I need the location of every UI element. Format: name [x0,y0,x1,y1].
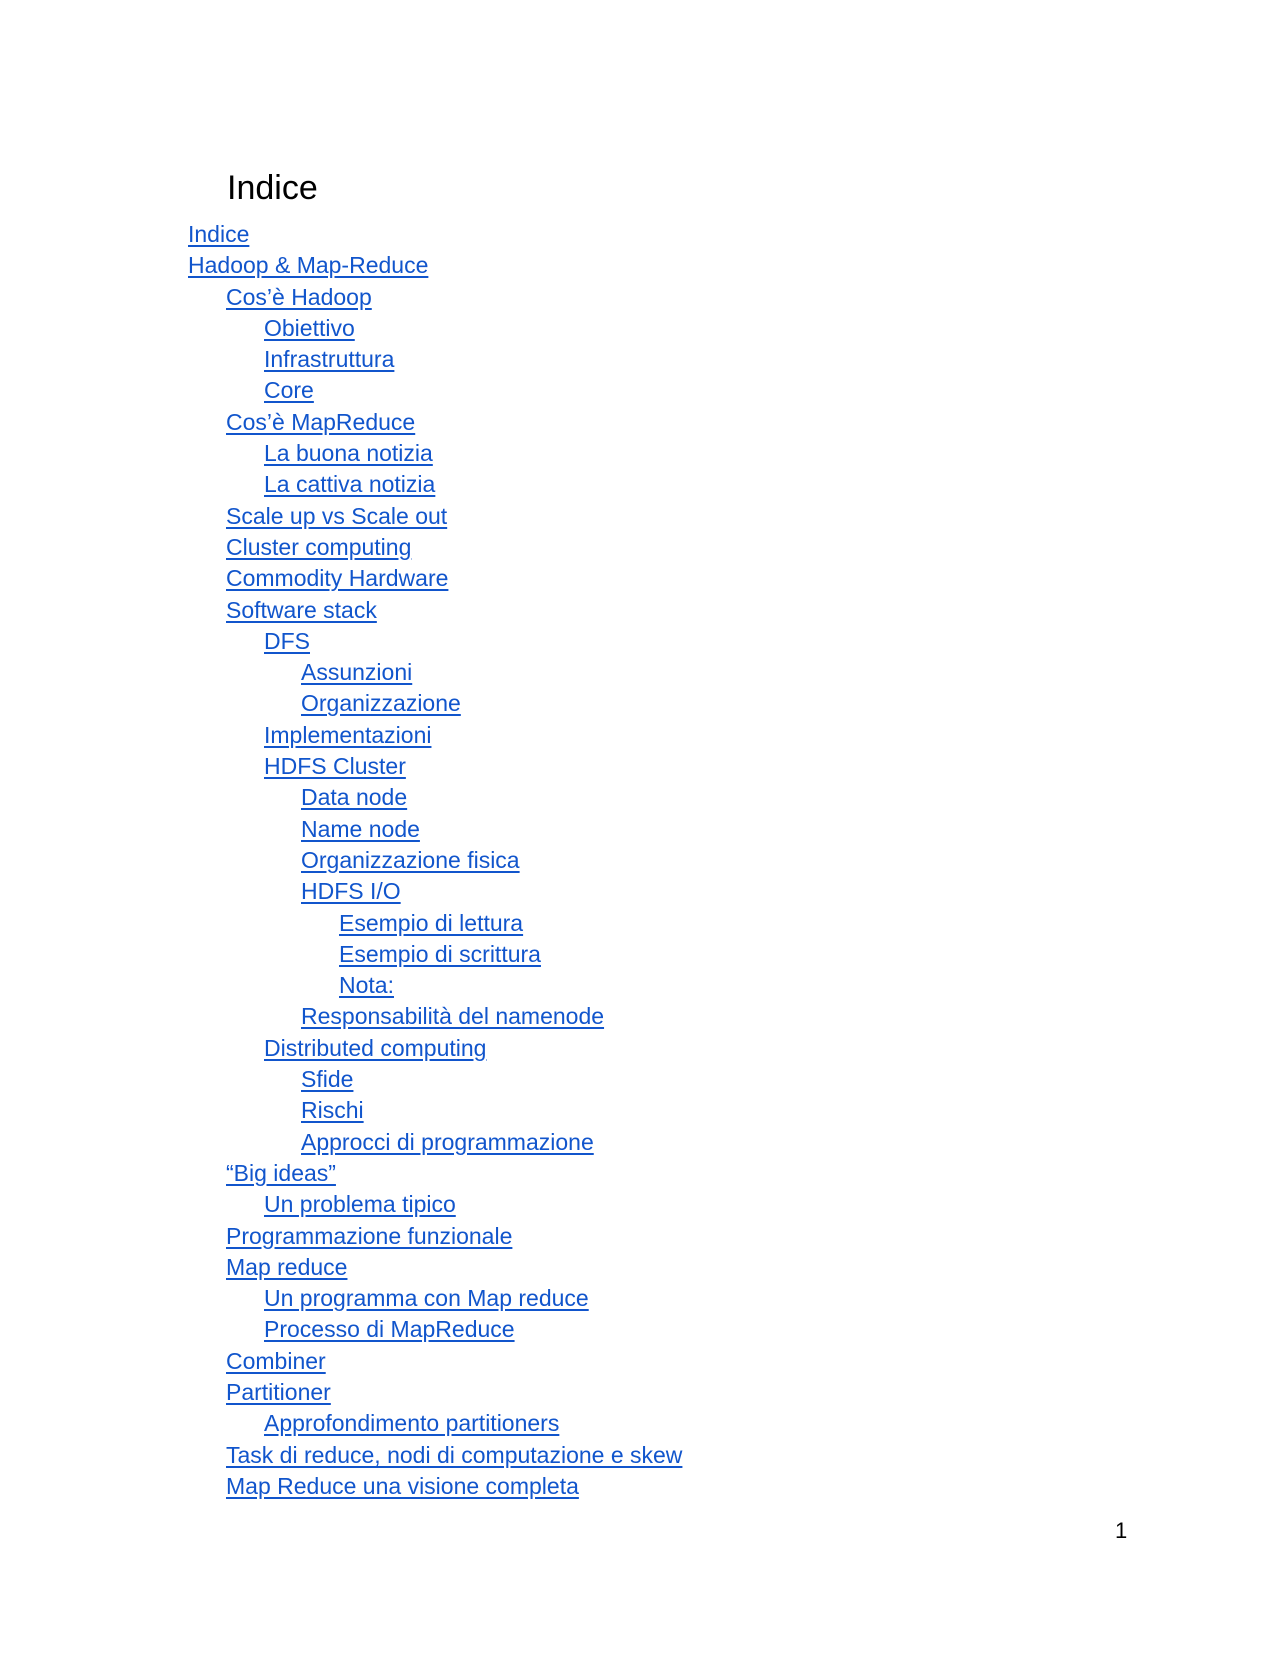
toc-entry [188,1158,682,1189]
toc-entry [188,595,682,626]
toc-link[interactable]: Esempio di scrittura [339,940,541,967]
toc-entry [188,1189,682,1220]
toc-link[interactable]: Rischi [301,1097,364,1124]
toc-link[interactable]: Sfide [301,1066,354,1093]
toc-entry [188,1440,682,1471]
toc-entry [188,344,682,375]
toc-link[interactable]: Processo di MapReduce [264,1316,515,1343]
toc-entry [188,720,682,751]
toc-entry [188,1127,682,1158]
toc-entry [188,219,682,250]
toc-link[interactable]: Partitioner [226,1378,331,1405]
toc-link[interactable]: HDFS Cluster [264,753,406,780]
toc-link[interactable]: Nota: [339,972,394,999]
toc-entry [188,563,682,594]
toc-link[interactable]: Task di reduce, nodi di computazione e skew [226,1441,683,1468]
toc-link[interactable]: Cos’è MapReduce [226,408,416,435]
toc-entry [188,1221,682,1252]
page-title: Indice [227,169,318,207]
toc-link[interactable]: Approfondimento partitioners [264,1410,560,1437]
toc-link[interactable]: Commodity Hardware [226,565,449,592]
toc-link[interactable]: La buona notizia [264,440,433,467]
toc-link[interactable]: Approcci di programmazione [301,1128,594,1155]
toc-link[interactable]: Cos’è Hadoop [226,283,372,310]
toc-link[interactable]: Assunzioni [301,659,413,686]
toc-entry [188,532,682,563]
toc-entry [188,908,682,939]
toc-link[interactable]: Core [264,377,314,404]
toc-link[interactable]: Indice [188,221,250,247]
toc-entry [188,501,682,532]
toc-entry [188,1408,682,1439]
toc-link[interactable]: Organizzazione fisica [301,846,520,873]
toc-entry [188,469,682,500]
toc-entry [188,970,682,1001]
toc-link[interactable]: Un problema tipico [264,1191,456,1218]
toc-entry [188,688,682,719]
toc-entry [188,751,682,782]
toc-entry [188,876,682,907]
toc-link[interactable]: Data node [301,784,408,811]
toc-entry [188,375,682,406]
toc-entry [188,845,682,876]
toc-link[interactable]: Responsabilità del namenode [301,1003,605,1030]
toc-link[interactable]: Obiettivo [264,314,355,341]
table-of-contents [188,219,682,1502]
toc-entry [188,313,682,344]
toc-link[interactable]: Programmazione funzionale [226,1222,513,1249]
toc-link[interactable]: Distributed computing [264,1034,487,1061]
toc-link[interactable]: Name node [301,815,420,842]
toc-link[interactable]: Organizzazione [301,690,461,717]
toc-link[interactable]: “Big ideas” [226,1159,336,1186]
toc-entry [188,407,682,438]
toc-link[interactable]: Combiner [226,1347,326,1374]
toc-entry [188,1471,682,1502]
toc-entry [188,1033,682,1064]
toc-entry [188,1314,682,1345]
toc-link[interactable]: HDFS I/O [301,878,401,905]
toc-entry [188,1346,682,1377]
toc-link[interactable]: Cluster computing [226,533,412,560]
toc-entry [188,438,682,469]
toc-entry [188,939,682,970]
toc-link[interactable]: Scale up vs Scale out [226,502,448,529]
toc-entry [188,1095,682,1126]
toc-entry [188,250,682,281]
toc-entry [188,1252,682,1283]
toc-link[interactable]: Hadoop & Map-Reduce [188,252,429,279]
toc-entry [188,282,682,313]
toc-entry [188,657,682,688]
toc-link[interactable]: Esempio di lettura [339,909,524,936]
toc-link[interactable]: DFS [264,627,310,654]
toc-link[interactable]: Software stack [226,596,377,623]
toc-entry [188,1377,682,1408]
toc-entry [188,782,682,813]
toc-entry [188,1001,682,1032]
toc-entry [188,1064,682,1095]
toc-entry [188,814,682,845]
toc-entry [188,1283,682,1314]
toc-entry [188,626,682,657]
page-number: 1 [1115,1518,1128,1543]
toc-link[interactable]: Un programma con Map reduce [264,1285,589,1312]
toc-link[interactable]: La cattiva notizia [264,471,436,498]
toc-link[interactable]: Map Reduce una visione completa [226,1472,579,1499]
toc-link[interactable]: Map reduce [226,1253,348,1280]
toc-link[interactable]: Infrastruttura [264,346,395,373]
toc-link[interactable]: Implementazioni [264,721,432,748]
